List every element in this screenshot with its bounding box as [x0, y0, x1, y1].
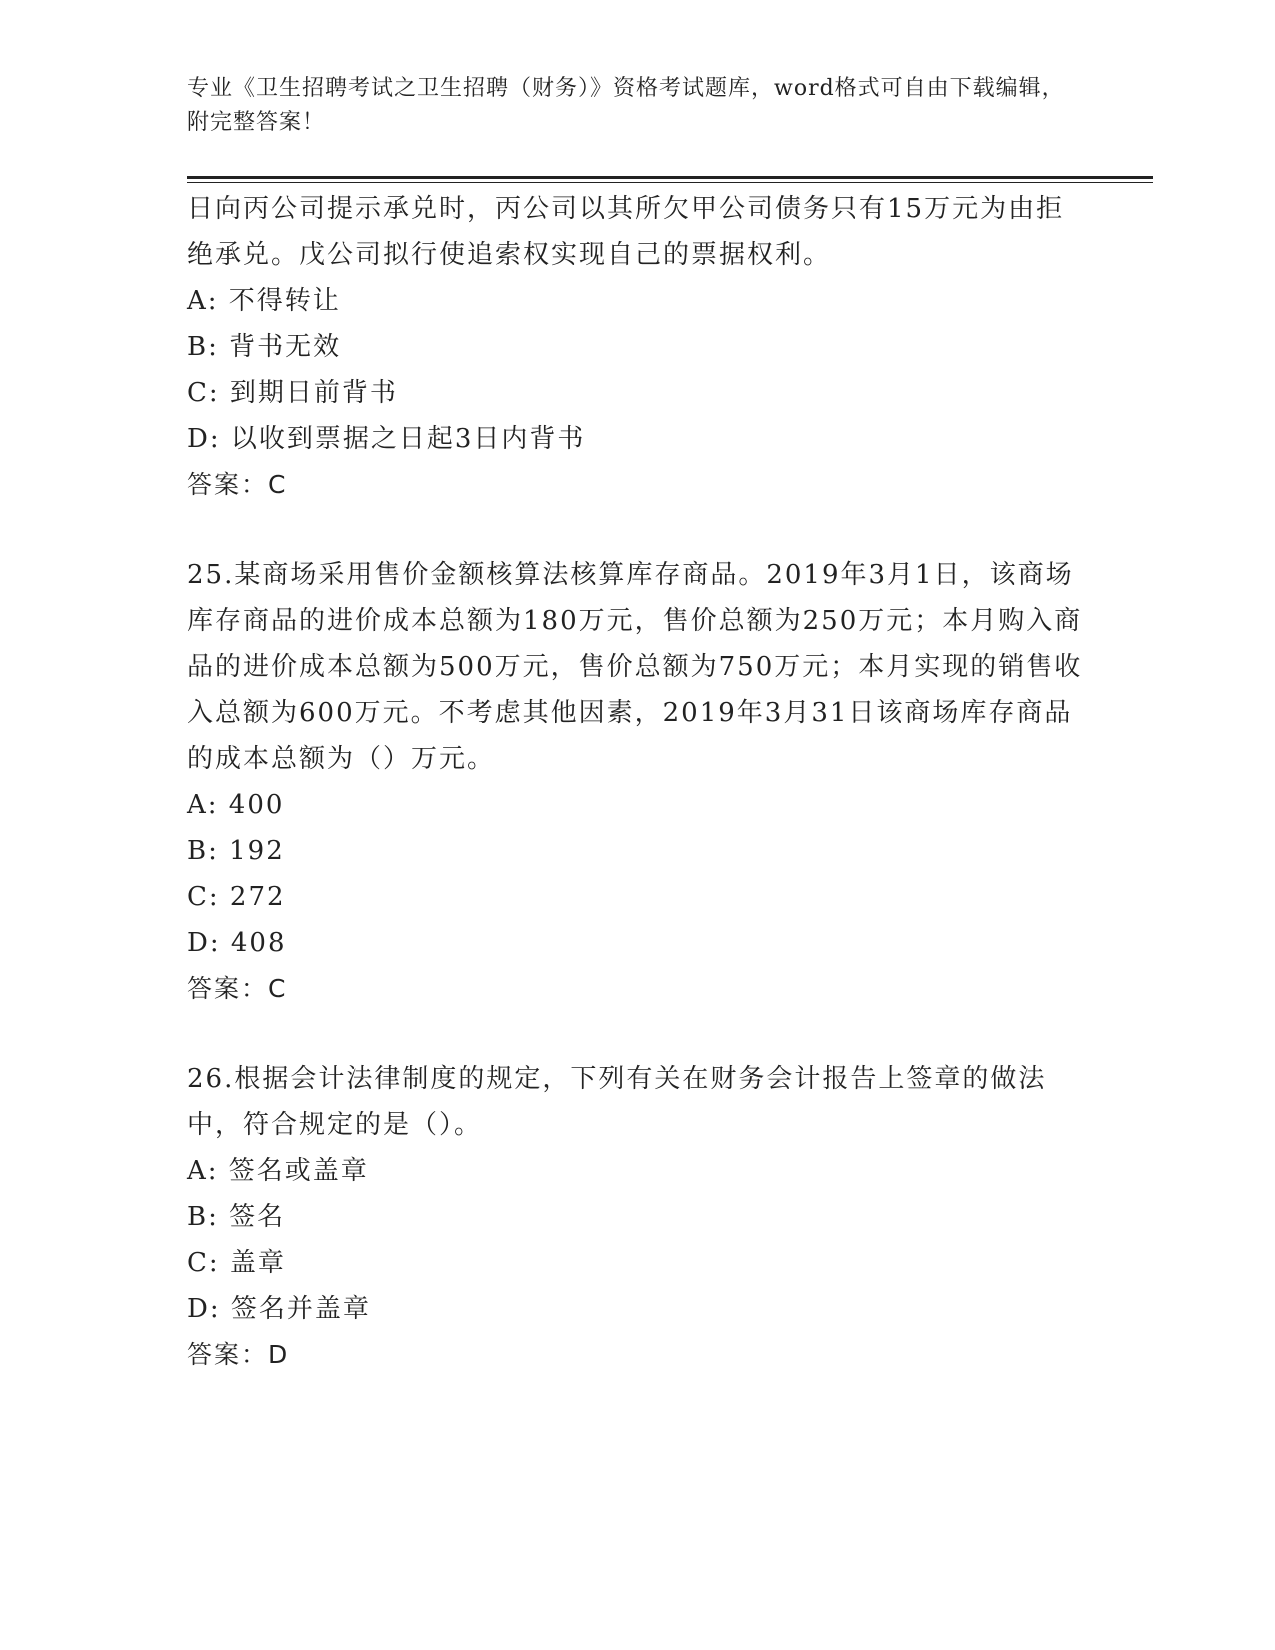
- question-26-answer: 答案：D: [187, 1340, 290, 1369]
- document-body: [187, 186, 1087, 1378]
- question-25: [187, 552, 1087, 1012]
- question-25-option-d: D: 408: [187, 928, 287, 958]
- question-26-option-d: D: 签名并盖章: [187, 1294, 371, 1324]
- question-26-option-b: B: 签名: [187, 1202, 286, 1232]
- question-24-option-b: B: 背书无效: [187, 332, 342, 362]
- question-26: [187, 1056, 1087, 1378]
- question-25-option-c: C: 272: [187, 882, 286, 912]
- question-25-option-b: B: 192: [187, 836, 285, 866]
- question-24-answer: 答案：C: [187, 470, 288, 499]
- spacer: [187, 508, 1087, 552]
- question-24-text: 日向丙公司提示承兑时，丙公司以其所欠甲公司债务只有15万元为由拒绝承兑。戊公司拟行使追索权实现自己的票据权利。: [187, 194, 1065, 270]
- question-24: [187, 186, 1087, 508]
- question-25-option-a: A: 400: [187, 790, 285, 820]
- document-header: 专业《卫生招聘考试之卫生招聘（财务）》资格考试题库，word格式可自由下载编辑，附完整答案！: [187, 76, 1065, 135]
- question-26-text: 26.根据会计法律制度的规定，下列有关在财务会计报告上签章的做法中，符合规定的是（）。: [187, 1064, 1047, 1140]
- question-24-option-a: A: 不得转让: [187, 286, 341, 316]
- header-divider-thin: [187, 182, 1153, 183]
- question-25-text: 25.某商场采用售价金额核算法核算库存商品。2019年3月1日，该商场库存商品的进价成本总额为180万元，售价总额为250万元；本月购入商品的进价成本总额为500万元，售价总额为750万元；本月实现的销售收入总额为600万元。不考虑其他因素，2019年3月31日该商场库存商品的成本总额为（）万元。: [187, 560, 1083, 774]
- spacer: [187, 1012, 1087, 1056]
- header-divider-thick: [187, 176, 1153, 179]
- question-24-option-d: D: 以收到票据之日起3日内背书: [187, 424, 586, 454]
- question-24-option-c: C: 到期日前背书: [187, 378, 398, 408]
- question-26-option-a: A: 签名或盖章: [187, 1156, 369, 1186]
- question-26-option-c: C: 盖章: [187, 1248, 286, 1278]
- question-25-answer: 答案：C: [187, 974, 288, 1003]
